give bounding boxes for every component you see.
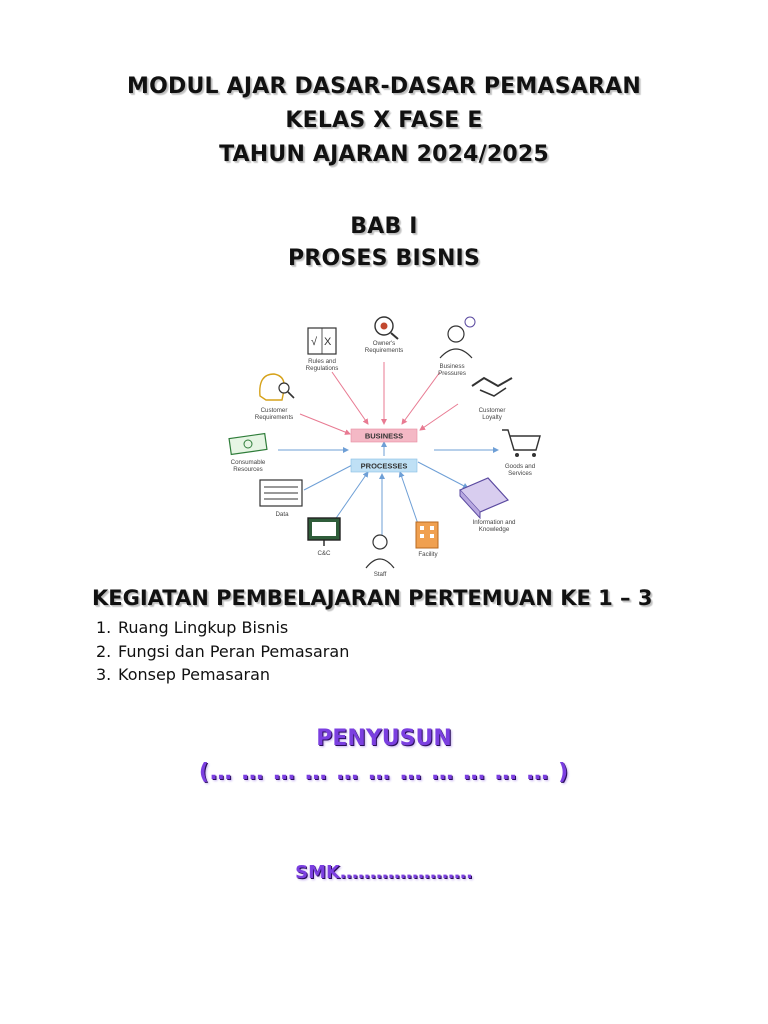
checklist-document-icon — [308, 328, 336, 354]
list-item-label: Konsep Pemasaran — [118, 665, 271, 684]
chapter-number: BAB I — [350, 214, 418, 239]
goods-services-node — [502, 430, 540, 477]
banknote-icon — [229, 434, 267, 455]
processes-box — [351, 459, 417, 472]
svg-text:Knowledge: Knowledge — [478, 526, 510, 533]
staff-person-icon — [366, 535, 394, 568]
svg-text:Goods and: Goods and — [504, 463, 536, 470]
title-line-3: TAHUN AJARAN 2024/2025 — [219, 142, 549, 167]
stressed-person-icon — [440, 317, 475, 358]
customer-loyalty-node — [472, 378, 512, 421]
data-sheet-icon — [260, 480, 302, 506]
topic-list — [96, 616, 349, 687]
book-icon — [460, 478, 508, 518]
list-item-number: 2. — [96, 641, 112, 661]
list-item — [96, 663, 349, 687]
business-box — [351, 429, 417, 442]
svg-text:PROCESSES: PROCESSES — [360, 461, 408, 471]
svg-text:Resources: Resources — [233, 466, 263, 473]
svg-text:Consumable: Consumable — [230, 459, 266, 466]
svg-text:Services: Services — [508, 470, 532, 477]
head-magnifier-icon — [260, 374, 294, 400]
svg-text:Facility: Facility — [418, 551, 438, 558]
svg-text:Owner's: Owner's — [372, 340, 396, 347]
list-item-label: Ruang Lingkup Bisnis — [118, 618, 289, 637]
list-item — [96, 640, 349, 664]
handshake-icon — [472, 378, 512, 396]
svg-text:Rules and: Rules and — [308, 358, 336, 365]
svg-text:BUSINESS: BUSINESS — [364, 431, 404, 441]
list-item-number: 3. — [96, 665, 112, 684]
customer-requirements-node — [255, 374, 294, 421]
svg-text:Customer: Customer — [478, 407, 506, 414]
svg-text:Pressures: Pressures — [438, 370, 466, 377]
svg-text:Information and: Information and — [472, 519, 516, 526]
title-line-1: MODUL AJAR DASAR-DASAR PEMASARAN — [127, 74, 641, 99]
svg-text:Requirements: Requirements — [364, 347, 404, 354]
school-name: SMK…………………. — [295, 862, 473, 883]
svg-text:Customer: Customer — [260, 407, 288, 414]
learning-activities-heading: KEGIATAN PEMBELAJARAN PERTEMUAN KE 1 – 3 — [92, 586, 653, 610]
building-icon — [416, 522, 438, 548]
title-line-2: KELAS X FASE E — [285, 108, 483, 133]
business-pressures-node — [438, 317, 475, 377]
svg-text:X: X — [324, 336, 332, 348]
svg-text:Business: Business — [439, 363, 465, 370]
incoming-arrows — [300, 362, 458, 434]
svg-text:Loyalty: Loyalty — [482, 414, 502, 421]
business-process-diagram — [208, 312, 560, 582]
data-node — [260, 480, 302, 518]
chapter-title: PROSES BISNIS — [288, 246, 480, 271]
facility-node — [416, 522, 439, 558]
svg-text:Requirements: Requirements — [254, 414, 294, 421]
svg-text:Staff: Staff — [373, 571, 387, 578]
information-knowledge-node — [460, 478, 516, 533]
staff-node — [366, 535, 394, 578]
list-item — [96, 616, 349, 640]
magnifier-gear-icon — [375, 317, 398, 339]
svg-text:Regulations: Regulations — [305, 365, 339, 372]
computer-monitor-icon — [308, 518, 340, 546]
author-label: PENYUSUN — [316, 726, 452, 751]
owners-requirements-node — [365, 317, 404, 354]
svg-text:C&C: C&C — [317, 550, 331, 557]
list-item-number: 1. — [96, 618, 112, 637]
consumable-resources-node — [229, 434, 267, 473]
cc-node — [308, 518, 340, 557]
svg-text:Data: Data — [275, 511, 289, 518]
svg-text:√: √ — [311, 336, 318, 348]
list-item-label: Fungsi dan Peran Pemasaran — [118, 641, 350, 661]
shopping-cart-icon — [502, 430, 540, 457]
rules-regulations-node — [306, 328, 339, 372]
author-placeholder: (… … … … … … … … … … … ) — [198, 760, 570, 785]
